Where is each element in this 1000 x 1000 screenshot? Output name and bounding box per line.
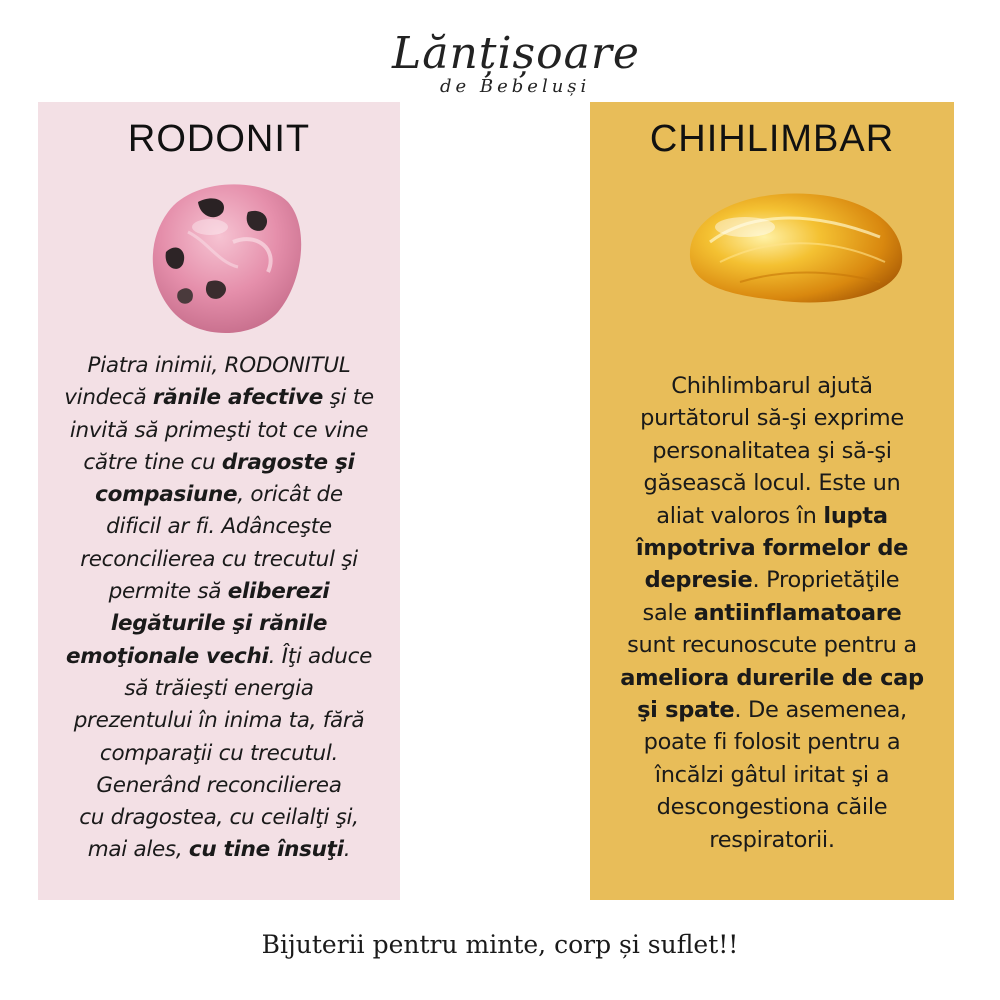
body-text: cu dragostea, cu ceilalţi şi,: [79, 805, 359, 831]
body-text: şi te: [323, 385, 374, 411]
body-text: Piatra inimii, RODONITUL: [87, 353, 351, 378]
body-text: vindecă: [64, 385, 153, 411]
body-text: încălzi gâtul iritat şi a: [654, 761, 890, 788]
rhodonite-description: [46, 350, 392, 867]
emphasis-text: legăturile şi rănile: [110, 611, 328, 637]
body-text: . Proprietăţile: [752, 567, 900, 594]
footer-tagline: Bijuterii pentru minte, corp și suflet!!: [261, 930, 739, 959]
body-text: poate fi folosit pentru a: [643, 729, 901, 756]
emphasis-text: antiinflamatoare: [693, 599, 902, 626]
body-text: comparaţii cu trecutul.: [99, 740, 339, 766]
brand-logo: [380, 28, 640, 100]
rhodonite-title: RODONIT: [127, 118, 311, 160]
emphasis-text: eliberezi: [227, 579, 330, 605]
emphasis-text: împotriva formelor de: [635, 535, 909, 562]
body-text: . Îţi aduce: [268, 643, 373, 669]
emphasis-text: şi spate: [637, 697, 735, 724]
brand-tagline: de Bebeluși: [440, 76, 591, 97]
body-text: Chihlimbarul ajută: [671, 373, 873, 399]
body-text: personalitatea şi să-şi: [652, 437, 892, 464]
body-text: sale: [642, 599, 694, 626]
body-text: să trăieşti energia: [124, 675, 314, 701]
body-text: sunt recunoscute pentru a: [627, 632, 917, 659]
body-text: , oricât de: [237, 482, 343, 508]
emphasis-text: depresie: [644, 567, 753, 594]
amber-description: [598, 370, 946, 856]
amber-panel: [590, 102, 954, 900]
body-text: mai ales,: [87, 837, 189, 863]
body-text: găsească locul. Este un: [643, 470, 901, 497]
body-text: dificil ar fi. Adânceşte: [106, 514, 332, 540]
body-text: .: [343, 837, 351, 863]
emphasis-text: lupta: [823, 502, 888, 529]
emphasis-text: dragoste şi: [221, 449, 355, 475]
body-text: invită să primeşti tot ce vine: [69, 417, 369, 443]
body-text: descongestiona căile: [656, 794, 888, 821]
amber-stone-icon: [680, 182, 910, 312]
body-text: respiratorii.: [709, 826, 835, 853]
emphasis-text: cu tine însuţi: [188, 837, 344, 863]
emphasis-text: emoţionale vechi: [65, 643, 269, 669]
body-text: purtătorul să-şi exprime: [640, 405, 904, 432]
body-text: Generând reconcilierea: [96, 772, 342, 798]
body-text: permite să: [108, 579, 228, 605]
emphasis-text: rănile afective: [152, 385, 324, 411]
emphasis-text: compasiune: [95, 482, 238, 508]
body-text: prezentului în inima ta, fără: [73, 708, 365, 734]
rhodonite-panel: [38, 102, 400, 900]
body-text: reconcilierea cu trecutul şi: [80, 546, 358, 572]
rhodonite-stone-icon: [138, 172, 308, 342]
emphasis-text: ameliora durerile de cap: [620, 664, 924, 691]
body-text: aliat valoros în: [656, 502, 824, 529]
body-text: către tine cu: [83, 449, 222, 475]
body-text: . De asemenea,: [734, 697, 907, 724]
amber-title: CHIHLIMBAR: [649, 118, 895, 160]
brand-name: Lănțișoare: [392, 28, 640, 79]
